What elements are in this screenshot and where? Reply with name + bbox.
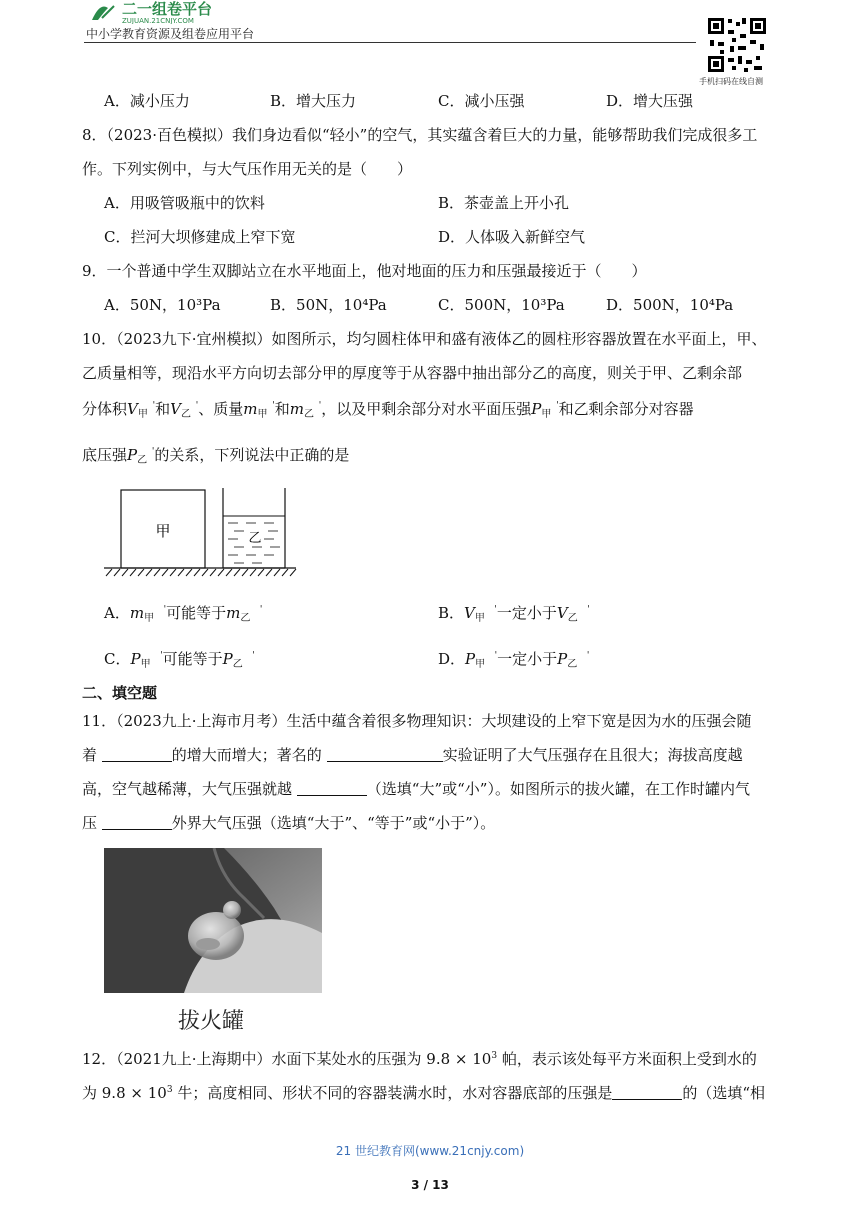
label-jia: 甲 (155, 522, 171, 540)
q10-option-b: B．$V_甲$ '一定小于$V_乙$ ' (438, 604, 590, 624)
qr-code[interactable] (706, 16, 768, 74)
page-number: 3 / 13 (411, 1178, 449, 1192)
photo-caption: 拔火罐 (178, 1009, 245, 1034)
q10-option-c: C．$P_甲$ '可能等于$P_乙$ ' (104, 650, 255, 670)
site-logo (86, 0, 286, 24)
q11-blank-1[interactable] (102, 747, 172, 762)
label-yi: 乙 (248, 531, 262, 546)
q10-stem-line2: 乙质量相等，现沿水平方向切去部分甲的厚度等于从容器中抽出部分乙的高度，则关于甲、乙剩余部 (82, 364, 743, 382)
q11-stem-line4: 压 外界大气压强（选填“大于”、“等于”或“小于”）。 (82, 814, 496, 832)
svg-text:ZUJUAN.21CNJY.COM: ZUJUAN.21CNJY.COM (122, 17, 194, 24)
q7-option-d: D．增大压强 (606, 92, 694, 110)
q11-blank-2[interactable] (327, 747, 443, 762)
q11-stem-line3: 高，空气越稀薄，大气压强就越 （选填“大”或“小”）。如图所示的拔火罐，在工作时罐内气 (82, 780, 750, 798)
q9-option-d: D．500N，10⁴Pa (606, 296, 734, 314)
header-rule (84, 42, 696, 43)
q10-stem-line3: 分体积$V_甲$ '和$V_乙$ '、质量$m_甲$ '和$m_乙$ '，以及甲剩余部分对水平面压强$P_甲$ '和乙剩余部分对容器 (82, 400, 694, 420)
q10-stem-line4: 底压强$P_乙$ '的关系，下列说法中正确的是 (82, 446, 350, 466)
q10-option-a: A．$m_甲$ '可能等于$m_乙$ ' (104, 604, 263, 624)
q8-option-d: D．人体吸入新鲜空气 (438, 228, 586, 246)
ground-hatch (106, 569, 296, 576)
q10-stem-line1: 10．（2023九下·宜州模拟）如图所示，均匀圆柱体甲和盛有液体乙的圆柱形容器放置在水平面上，甲、 (82, 330, 767, 348)
q9-option-a: A．50N，10³Pa (104, 296, 221, 314)
q11-blank-3[interactable] (297, 781, 367, 796)
q8-option-a: A．用吸管吸瓶中的饮料 (104, 194, 265, 212)
q10-figure (100, 484, 300, 580)
svg-text:二一组卷平台: 二一组卷平台 (122, 0, 213, 18)
q8-option-b: B．茶壶盖上开小孔 (438, 194, 570, 212)
q7-option-b: B．增大压力 (270, 92, 357, 110)
q11-stem-line2: 着 的增大而增大；著名的 实验证明了大气压强存在且很大；海拔高度越 (82, 746, 743, 764)
q10-option-d: D．$P_甲$ '一定小于$P_乙$ ' (438, 650, 590, 670)
qr-caption: 手机扫码在线自测 (699, 77, 763, 86)
q7-option-c: C．减小压强 (438, 92, 525, 110)
q11-stem-line1: 11．（2023九上·上海市月考）生活中蕴含着很多物理知识：大坝建设的上窄下宽是因为水的压强会随 (82, 712, 752, 730)
footer-link[interactable]: 21 世纪教育网(www.21cnjy.com) (335, 1144, 525, 1158)
q9-stem: 9．一个普通中学生双脚站立在水平地面上，他对地面的压力和压强最接近于（ ） (82, 262, 647, 280)
header-tagline: 中小学教育资源及组卷应用平台 (86, 27, 255, 41)
q7-option-a: A．减小压力 (104, 92, 190, 110)
q9-option-b: B．50N，10⁴Pa (270, 296, 387, 314)
q8-stem-line1: 8．（2023·百色模拟）我们身边看似“轻小”的空气，其实蕴含着巨大的力量，能够帮助我们完成很多工 (82, 126, 758, 144)
q8-option-c: C．拦河大坝修建成上窄下宽 (104, 228, 296, 246)
q12-stem-line2: 为 $9.8 \times 10^3$ 牛；高度相同、形状不同的容器装满水时，水对容器底部的压强是 的（选填“相 (82, 1084, 766, 1102)
q8-stem-line2: 作。下列实例中，与大气压作用无关的是（ ） (82, 160, 413, 178)
section-heading: 二、填空题 (82, 684, 158, 702)
q12-stem-line1: 12．（2021九上·上海期中）水面下某处水的压强为 $9.8 \times 10^3$ 帕，表示该处每平方米面积上受到水的 (82, 1050, 757, 1068)
cupping-photo (104, 848, 322, 993)
q12-blank[interactable] (612, 1085, 682, 1100)
q11-blank-4[interactable] (102, 815, 172, 830)
q9-option-c: C．500N，10³Pa (438, 296, 565, 314)
